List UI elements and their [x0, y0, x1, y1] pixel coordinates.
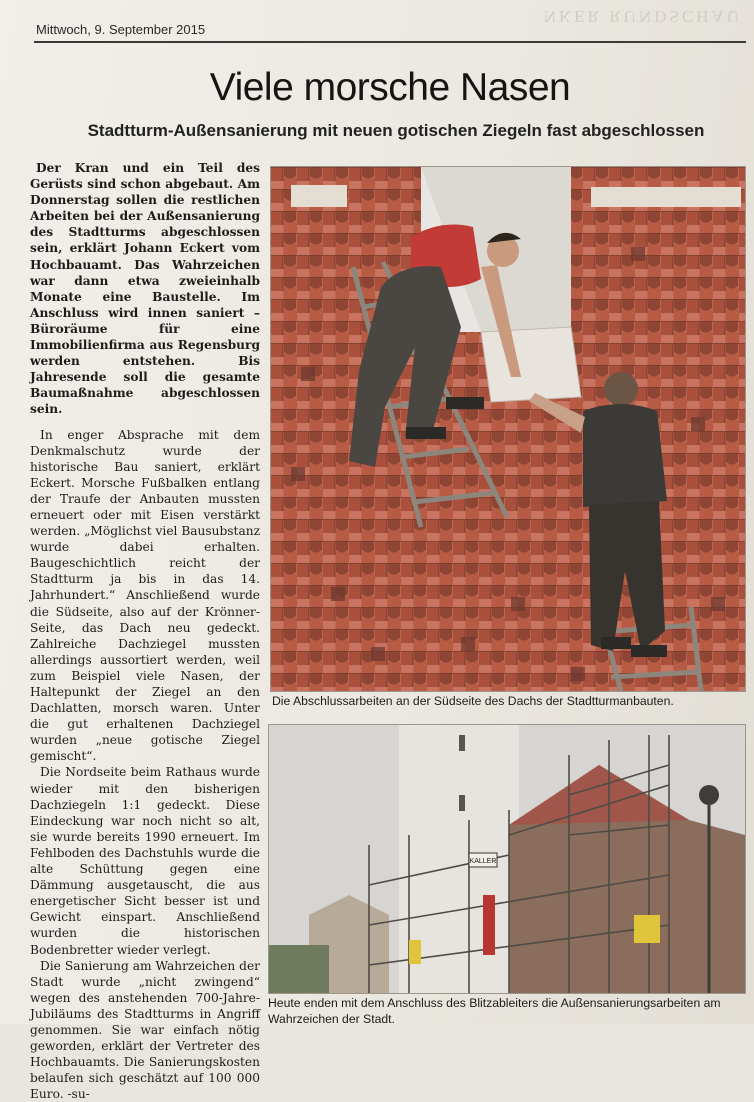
headline: Viele morsche Nasen	[209, 66, 571, 109]
photo-caption: Heute enden mit dem Anschluss des Blitzableiters die Außensanierungsarbeiten am Wahrzeichen der Stadt.	[268, 996, 721, 1026]
tower-scaffolding-photo	[268, 724, 746, 994]
scaffold-sign-text: KALLER	[469, 858, 497, 865]
bleed-through-text: NKER RUNDSCHAU	[543, 7, 742, 26]
photo-caption: Die Abschlussarbeiten an der Südseite des Dachs der Stadtturmanbauten.	[272, 694, 674, 708]
date-line: Mittwoch, 9. September 2015	[36, 22, 206, 37]
header-rule	[34, 41, 746, 43]
roof-photo-illustration	[271, 167, 745, 691]
roof-workers-photo	[270, 166, 746, 692]
article-column	[30, 160, 260, 1102]
body-paragraph: Die Sanierung am Wahrzeichen der Stadt wurde „nicht zwingend“ wegen des anstehenden 700-Jahre-Jubiläums des Stadtturms in Angriff genommen. Sie war einfach nötig geworden, erklärt der Vertreter des Hochbauamts. Die Sanierungskosten belaufen sich geschätzt auf 100 000 Euro. -su-	[30, 958, 260, 1102]
tower-photo-illustration	[269, 725, 745, 993]
lead-paragraph: Der Kran und ein Teil des Gerüsts sind schon abgebaut. Am Donnerstag sollen die restlichen Arbeiten bei der Außensanierung des Stadtturms abgeschlossen sein, erklärt Johann Eckert vom Hochbauamt. Das Wahrzeichen war dann etwa zweieinhalb Monate eine Baustelle. Im Anschluss wird innen saniert – Büroräume für eine Immobilienfirma aus Regensburg werden entstehen. Bis Jahresende soll die gesamte Baumaßnahme abgeschlossen sein.	[30, 161, 260, 417]
body-paragraph: Die Nordseite beim Rathaus wurde wieder mit den bisherigen Dachziegeln 1:1 gedeckt. Diese Eindeckung war noch nicht so alt, sie wurde bereits 1990 erneuert. Im Fehlboden des Dachstuhls wurde die alte Schüttung gegen eine Dämmung ausgetauscht, die aus energetischer Sicht besser ist und Gewicht einspart. Anschließend wurden die historischen Bodenbretter wieder verlegt.	[30, 765, 260, 957]
body-paragraph: In enger Absprache mit dem Denkmalschutz wurde der historische Bau saniert, erklärt Eckert. Morsche Fußbalken entlang der Traufe der Anbauten mussten erneuert oder mit Eisen verstärkt werden. „Möglichst viel Bausubstanz wurde dabei erhalten. Baugeschichtlich reicht der Stadtturm ja bis in das 14. Jahrhundert.“ Anschließend wurde die Südseite, also auf der Krönner-Seite, das Dach neu gedeckt. Zahlreiche Dachziegel mussten allerdings aussortiert werden, weil zum Beispiel viele Nasen, der Haltepunkt der Ziegel an den Dachlatten, morsch waren. Unter die gut erhaltenen Dachziegel wurden „neue gotische Ziegel gemischt“.	[30, 427, 260, 764]
subheadline: Stadtturm-Außensanierung mit neuen gotischen Ziegeln fast abgeschlossen	[87, 121, 705, 140]
